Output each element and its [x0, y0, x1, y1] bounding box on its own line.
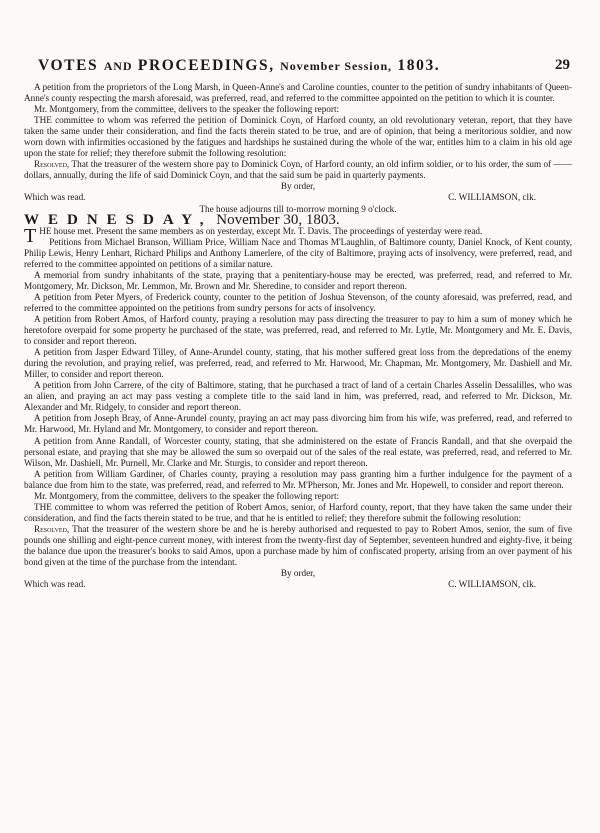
body-text: [24, 82, 572, 590]
clerk-signature: C. WILLIAMSON, clk.: [448, 579, 536, 590]
by-order: By order,: [280, 568, 316, 579]
report-paragraph: THE committee to whom was referred the petition of Robert Amos, senior, of Harford county, report, that they have taken the same under their consideration, and find the facts therein stated to be true, and that he is entitled to relief; they therefore submit the following resolution:: [24, 501, 572, 523]
signature-line: [24, 192, 572, 203]
report-paragraph: THE committee to whom was referred the petition of Dominick Coyn, of Harford county, an old revolutionary veteran, report, that they have taken the same under their consideration, and find the facts therein stated to be true, and are of opinion, that being a meritorious soldier, and now worn down with infirmities occasioned by the fatigues and hardships he sustained during the whole of the war, entitles him to a claim in his old age upon the state for relief; they therefore submit the following resolution:: [24, 115, 572, 159]
which-was-read: Which was read.: [24, 579, 86, 590]
paragraph: A petition from Joseph Bray, of Anne-Arundel county, praying an act may pass divorcing him from his wife, was preferred, read, and referred to Mr. Harwood, Mr. Hyland and Mr. Montgomery, to consider and report thereon.: [24, 413, 572, 435]
paragraph: A petition from Anne Randall, of Worcester county, stating, that she administered on the estate of Francis Randall, and that she overpaid the personal estate, and praying that she may be allowed the sum so overpaid out of the sales of the real estate, was preferred, read, and referred to Mr. Wilson, Mr. Dashiell, Mr. Purnell, Mr. Clarke and Mr. Sturgis, to consider and report thereon.: [24, 435, 572, 468]
page-number: 29: [555, 57, 570, 73]
day-date: November 30, 1803.: [216, 211, 340, 228]
running-header: [38, 57, 440, 75]
paragraph: A petition from John Carrere, of the city of Baltimore, stating, that he purchased a tract of land of a certain Charles Asselin Dessalilles, who was an alien, and praying an act may pass vesting a complete title to the said land in him, was preferred, read, and referred to Mr. Dickson, Mr. Alexander and Mr. Ridgely, to consider and report thereon.: [24, 380, 572, 413]
resolved-word: Resolved,: [34, 159, 70, 170]
header-votes: VOTES: [38, 57, 99, 74]
paragraph: Mr. Montgomery, from the committee, delivers to the speaker the following report:: [34, 104, 340, 115]
resolution-paragraph: [24, 159, 572, 181]
opening-text: HE house met. Present the same members as on yesterday, except Mr. T. Davis. The proceedings of yesterday were read.: [39, 225, 483, 236]
paragraph: Petitions from Michael Branson, William Price, William Nace and Thomas M'Laughlin, of Baltimore county, Daniel Knock, of Kent county, Philip Lewis, Henry Lenhart, Richard Philips and Anthony Lamerlere, of the city of Baltimore, praying acts of insolvency, were preferred, read, and referred to the committee appointed on petitions of a similar nature.: [24, 236, 572, 269]
signature-line: [24, 579, 572, 590]
opening-paragraph: [24, 224, 572, 247]
day-heading: [24, 211, 572, 228]
adjournment: The house adjourns till to-morrow morning 9 o'clock.: [199, 203, 397, 214]
paragraph: A petition from Peter Myers, of Frederick county, counter to the petition of Joshua Stevenson, of the county aforesaid, was preferred, read, and referred to the committee appointed on the petitions from sundry persons for acts of insolvency.: [24, 291, 572, 313]
paragraph: A memorial from sundry inhabitants of the state, praying that a penitentiary-house may be erected, was preferred, read, and referred to Mr. Montgomery, Mr. Dickson, Mr. Lemmon, Mr. Brown and Mr. Sheredine, to consider and report thereon.: [24, 269, 572, 291]
resolution-paragraph: [24, 524, 572, 568]
header-proceedings: PROCEEDINGS,: [137, 57, 275, 74]
header-and: AND: [103, 59, 133, 73]
day-weekday: WEDNESDAY,: [24, 211, 213, 228]
paragraph: Mr. Montgomery, from the committee, delivers to the speaker the following report:: [34, 490, 340, 501]
paragraph: A petition from William Gardiner, of Charles county, praying a resolution may pass granting him a further indulgence for the payment of a balance due from him to the state, was preferred, read, and referred to Mr. M'Pherson, Mr. Jones and Mr. Hopewell, to consider and report thereon.: [24, 468, 572, 490]
which-was-read: Which was read.: [24, 192, 86, 203]
resolution-text: That the treasurer of the western shore be and he is hereby authorised and requested to pay to Robert Amos, senior, the sum of five pounds one shilling and eight-pence current money, with interest from the twenty-first day of September, seventeen hundred and eighty-five, it being the balance due upon the treasurer's books to said Amos, upon a purchase made by him of confiscated property, arising from an over payment of his bond given at the time of the purchase from the intendant.: [24, 523, 572, 568]
paragraph: A petition from the proprietors of the Long Marsh, in Queen-Anne's and Caroline counties, counter to the petition of sundry inhabitants of Queen-Anne's county respecting the marsh aforesaid, was preferred, read, and referred to the committee appointed on the petition to which it is counter.: [24, 82, 572, 104]
resolved-word: Resolved,: [34, 523, 70, 534]
drop-cap: T: [24, 224, 37, 247]
paragraph: A petition from Robert Amos, of Harford county, praying a resolution may pass directing the treasurer to pay to him a sum of money which he heretofore overpaid for some property he purchased of the state, was preferred, read, and referred to Mr. Lytle, Mr. Montgomery and Mr. E. Davis, to consider and report thereon.: [24, 313, 572, 347]
header-year: 1803.: [397, 57, 441, 74]
clerk-signature: C. WILLIAMSON, clk.: [448, 192, 536, 203]
header-session: November Session,: [280, 59, 392, 73]
by-order: By order,: [280, 181, 316, 192]
paragraph: A petition from Jasper Edward Tilley, of Anne-Arundel county, stating, that his mother suffered great loss from the depredations of the enemy during the revolution, and praying relief, was preferred, read, and referred to Mr. Harwood, Mr. Chapman, Mr. Montgomery, Mr. Dashiell and Mr. Miller, to consider and report thereon.: [24, 347, 572, 380]
resolution-text: That the treasurer of the western shore pay to Dominick Coyn, of Harford county, an old infirm soldier, or to his order, the sum of —— dollars, annually, during the life of said Dominick Coyn, and that the said sum be paid in quarterly payments.: [24, 159, 572, 181]
